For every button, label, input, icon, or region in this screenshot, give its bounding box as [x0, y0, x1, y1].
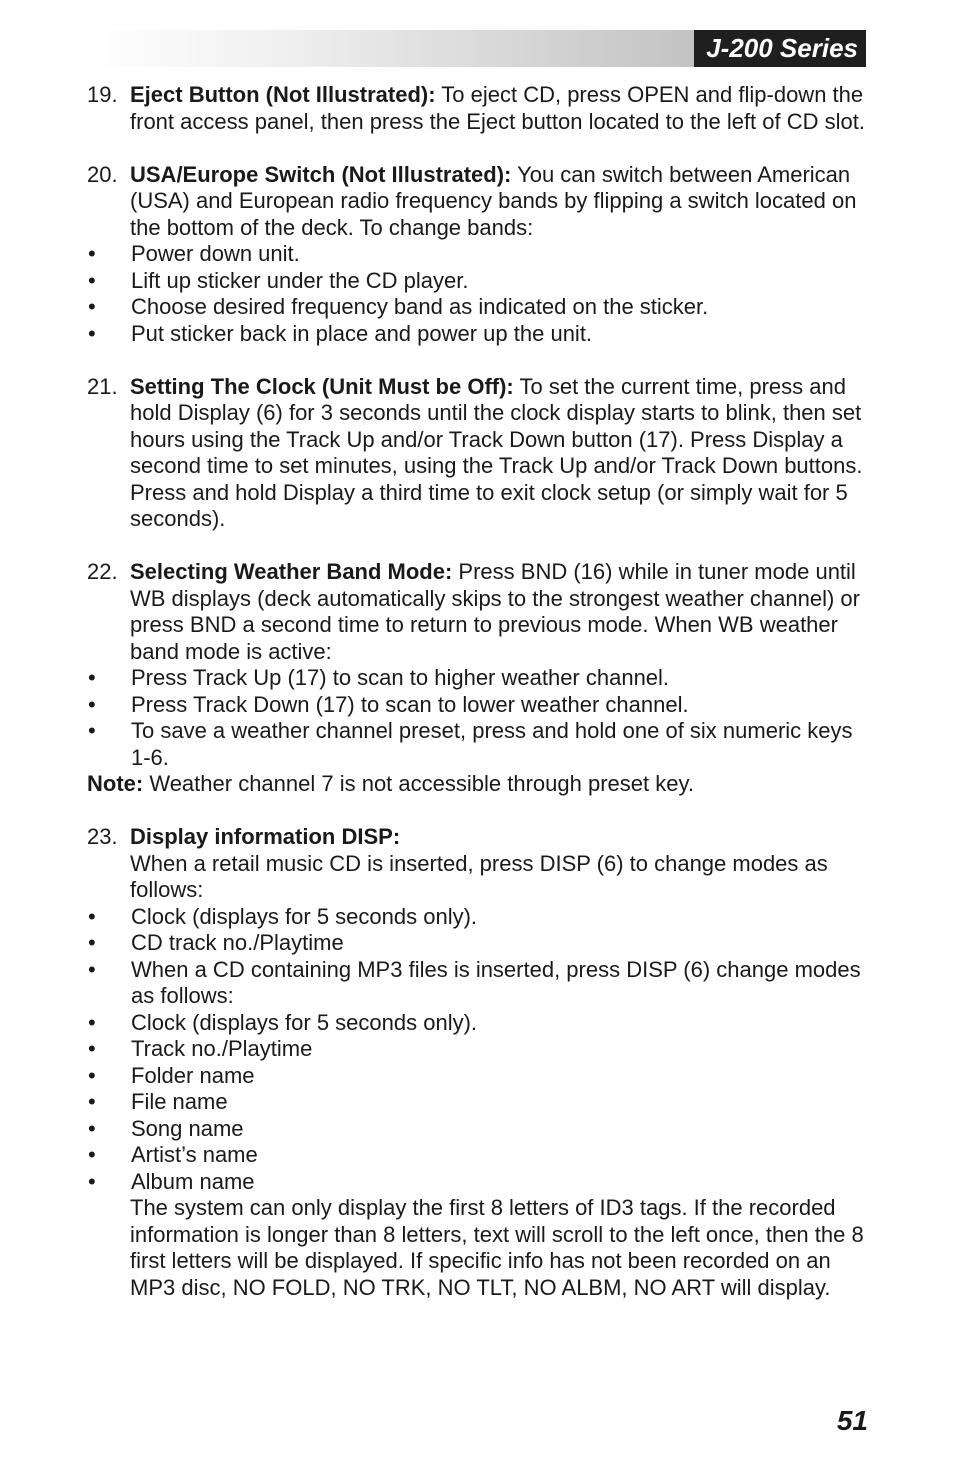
list-item — [87, 957, 872, 1010]
list-item — [87, 321, 872, 348]
closing-paragraph: The system can only display the first 8 letters of ID3 tags. If the recorded information is longer than 8 letters, text will scroll to the left once, then the 8 first letters will be displayed. If specific info has not been recorded on an MP3 disc, NO FOLD, NO TRK, NO TLT, NO ALBM, NO ART will display. — [130, 1195, 864, 1300]
list-item — [87, 1142, 872, 1169]
list-item — [87, 1010, 872, 1037]
item-number: 20. — [87, 161, 118, 187]
item-text: When a retail music CD is inserted, press DISP (6) to change modes as follows: — [130, 850, 828, 902]
item-21 — [87, 374, 872, 533]
bullet: • — [88, 267, 96, 293]
bullet-text: Song name — [131, 1115, 244, 1141]
item-number: 21. — [87, 373, 118, 399]
series-title: J-200 Series — [694, 30, 866, 67]
list-item — [87, 241, 872, 268]
list-item — [87, 1063, 872, 1090]
bullet-text: Track no./Playtime — [131, 1036, 313, 1061]
item-title: Setting The Clock (Unit Must be Off): — [130, 373, 514, 399]
bullet-text: Press Track Up (17) to scan to higher weather channel. — [131, 665, 670, 690]
bullet-text: CD track no./Playtime — [131, 930, 344, 955]
item-body — [130, 559, 872, 665]
bullet: • — [88, 241, 96, 266]
bullet-text: Power down unit. — [131, 241, 300, 266]
bullet-text: Album name — [131, 1168, 255, 1194]
bullet: • — [88, 903, 96, 929]
item-number: 19. — [87, 82, 118, 107]
item-22 — [87, 559, 872, 665]
bullet-text: Press Track Down (17) to scan to lower weather channel. — [131, 691, 689, 717]
list-item — [87, 692, 872, 719]
list-item — [87, 1169, 872, 1196]
item-number: 23. — [87, 824, 118, 849]
bullet: • — [88, 1168, 96, 1194]
list-item — [87, 718, 872, 771]
item-title: Eject Button (Not Illustrated): — [130, 82, 436, 107]
item-body — [130, 824, 872, 851]
bullet: • — [88, 1062, 96, 1088]
item-body — [130, 162, 872, 242]
bullet-text: Choose desired frequency band as indicated on the sticker. — [131, 294, 709, 319]
bullet: • — [88, 1036, 96, 1061]
bullet: • — [88, 320, 96, 346]
list-item — [87, 268, 872, 295]
list-item — [87, 665, 872, 692]
item-title: Display information DISP: — [130, 824, 401, 849]
item-text: To set the current time, press and hold Display (6) for 3 seconds until the clock display starts to blink, then set hours using the Track Up and/or Track Down button (17). Press Display a second time to set minutes, using the Track Up and/or Track Down buttons. Press and hold Display a third time to exit clock setup (or simply wait for 5 seconds). — [130, 373, 863, 531]
list-item — [87, 904, 872, 931]
bullet-text: Lift up sticker under the CD player. — [131, 267, 469, 293]
bullet-text: Artist’s name — [131, 1142, 258, 1167]
item-title: USA/Europe Switch (Not Illustrated): — [130, 161, 512, 187]
list-item — [87, 930, 872, 957]
bullet-text: Clock (displays for 5 seconds only). — [131, 903, 478, 929]
page-number: 51 — [836, 1405, 868, 1436]
bullet: • — [88, 956, 96, 982]
bullet: • — [88, 665, 96, 690]
item-body — [130, 82, 872, 135]
item-number: 22. — [87, 559, 118, 584]
item-text: To eject CD, press OPEN and flip-down the front access panel, then press the Eject button located to the left of CD slot. — [130, 82, 865, 134]
bullet: • — [88, 930, 96, 955]
item-text: You can switch between American (USA) and European radio frequency bands by flipping a switch located on the bottom of the deck. To change bands: — [130, 161, 857, 240]
list-item — [87, 1089, 872, 1116]
item-23 — [87, 824, 872, 851]
note — [87, 771, 872, 798]
list-item — [87, 1116, 872, 1143]
bullet: • — [88, 1142, 96, 1167]
bullet-text: Folder name — [131, 1062, 255, 1088]
note-text: Weather channel 7 is not accessible through preset key. — [143, 771, 694, 796]
bullet: • — [88, 1009, 96, 1035]
bullet-text: File name — [131, 1089, 228, 1114]
item-text: Press BND (16) while in tuner mode until WB displays (deck automatically skips to the strongest weather channel) or press BND a second time to return to previous mode. When WB weather band mode is active: — [130, 559, 860, 664]
bullet: • — [88, 718, 96, 743]
bullet: • — [88, 1115, 96, 1141]
bullet: • — [88, 1089, 96, 1114]
list-item — [87, 1036, 872, 1063]
bullet: • — [88, 294, 96, 319]
bullet-text: When a CD containing MP3 files is inserted, press DISP (6) change modes as follows: — [131, 956, 861, 1008]
bullet-text: Clock (displays for 5 seconds only). — [131, 1009, 478, 1035]
manual-content — [87, 82, 872, 1301]
item-20 — [87, 162, 872, 242]
bullet-text: To save a weather channel preset, press and hold one of six numeric keys 1-6. — [131, 718, 853, 770]
list-item — [87, 294, 872, 321]
item-body — [130, 374, 872, 533]
bullet: • — [88, 691, 96, 717]
item-title: Selecting Weather Band Mode: — [130, 559, 453, 584]
header-band — [88, 30, 866, 67]
item-19 — [87, 82, 872, 135]
note-label: Note: — [87, 771, 144, 796]
bullet-text: Put sticker back in place and power up the unit. — [131, 320, 593, 346]
